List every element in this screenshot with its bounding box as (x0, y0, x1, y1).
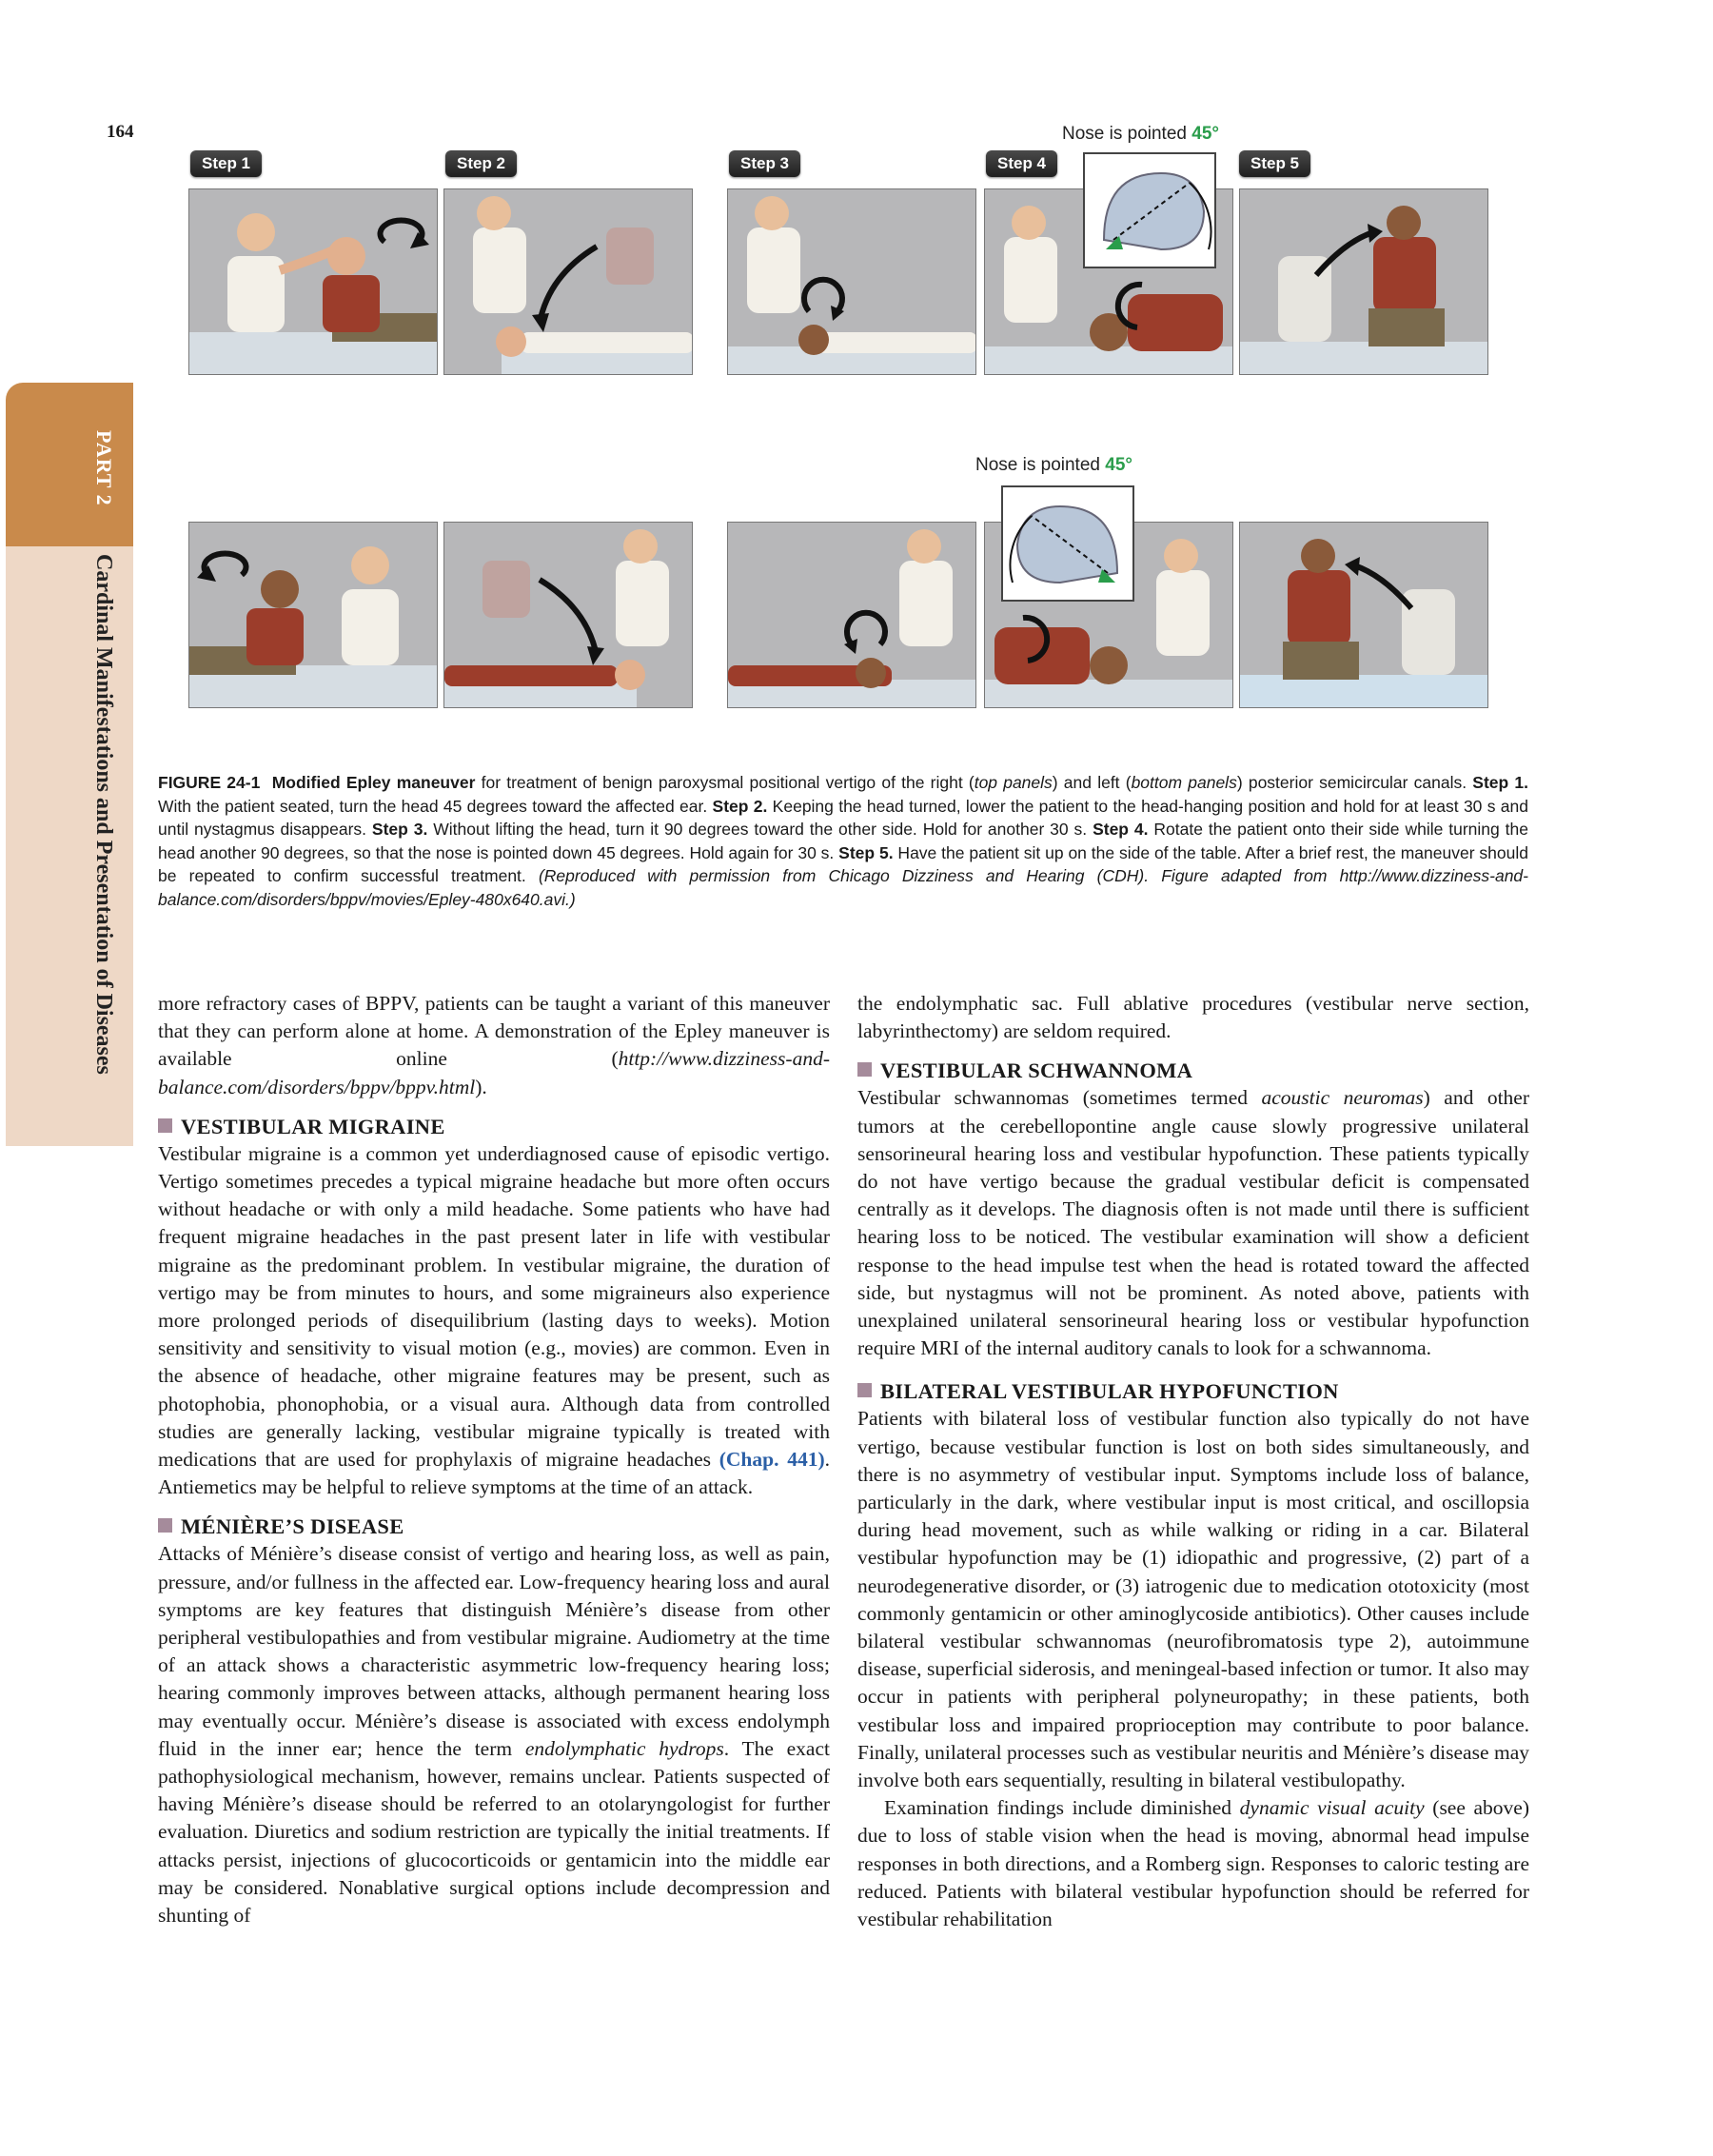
heading-menieres-disease (158, 1513, 830, 1540)
url-link[interactable]: http://www.dizziness-and-balance.com/disorders/bppv/bppv.html (158, 1047, 830, 1098)
heading-bullet (857, 1062, 872, 1077)
panel-bottom-step-1 (188, 522, 438, 708)
caption-text: top panels (974, 773, 1053, 792)
panel-top-step-5 (1239, 188, 1488, 375)
nose-angle-inset-top (1083, 152, 1216, 268)
text: more refractory cases of BPPV, patients can be taught a variant of this maneuver that they can perform alone at home. A demonstration of the Epley maneuver is available online ( (158, 992, 830, 1071)
head-angle-diagram (1003, 487, 1134, 602)
text: ). (475, 1075, 487, 1098)
heading-bullet (158, 1518, 172, 1533)
nose-label-text: Nose is pointed (975, 455, 1106, 475)
heading-text: BILATERAL VESTIBULAR HYPOFUNCTION (880, 1379, 1339, 1404)
figure-title: Modified Epley maneuver (271, 773, 476, 792)
caption-text: ) and left ( (1052, 773, 1132, 792)
text: . Antiemetics may be helpful to relieve symptoms at the time of an attack. (158, 1448, 830, 1499)
term: acoustic neuromas (1261, 1086, 1424, 1110)
paragraph (158, 990, 830, 1101)
caption-text: for treatment of benign paroxysmal positional vertigo of the right ( (475, 773, 975, 792)
paragraph (857, 1794, 1529, 1933)
caption-step-label: Step 5. (838, 842, 894, 862)
panel-bottom-step-3 (727, 522, 976, 708)
panel-top-step-1 (188, 188, 438, 375)
nose-angle-inset-bottom (1001, 485, 1134, 602)
paragraph (158, 1540, 830, 1929)
left-column (158, 990, 830, 1929)
figure-label: FIGURE 24-1 (158, 773, 261, 792)
caption-text: Without lifting the head, turn it 90 degrees toward the other side. Hold for another 30 s. (427, 820, 1093, 839)
step-label-5: Step 5 (1239, 150, 1310, 177)
heading-bilateral-vestibular-hypofunction (857, 1377, 1529, 1405)
paragraph (158, 1140, 830, 1502)
caption-step-label: Step 2. (712, 796, 768, 816)
heading-vestibular-migraine (158, 1113, 830, 1140)
section-title: Cardinal Manifestations and Presentation of Diseases (91, 554, 116, 1075)
seated-patient-illustration (189, 189, 438, 375)
heading-text: MÉNIÈRE’S DISEASE (181, 1514, 404, 1539)
heading-bullet (857, 1383, 872, 1397)
text: (see above) due to loss of stable vision when the head is moving, abnormal head impulse responses in both directions, and a Romberg sign. Responses to caloric testing are reduced. Patients with bilateral vestibular hypofunction should be referred for vestibular rehabilitation (857, 1796, 1530, 1931)
head-turn-illustration (728, 189, 976, 375)
panel-bottom-step-2 (443, 522, 693, 708)
head-hanging-illustration (444, 189, 693, 375)
panel-top-step-3 (727, 188, 976, 375)
sit-up-illustration (1240, 523, 1488, 708)
step-label-3: Step 3 (729, 150, 800, 177)
nose-label-top (1062, 124, 1219, 145)
paragraph: the endolymphatic sac. Full ablative procedures (vestibular nerve section, labyrinthectomy) are seldom required. (857, 992, 1529, 1043)
heading-bullet (158, 1118, 172, 1133)
text: . The exact pathophysiological mechanism, however, remains unclear. Patients suspected of having Ménière’s disease should be referred to an otolaryngologist for further evaluation. Diuretics and sodium restriction are typically the initial treatments. If attacks persist, injections of glucocorticoids or gentamicin into the middle ear may be considered. Nonablative surgical options include decompression and shunting of (158, 1736, 830, 1928)
paragraph (857, 1084, 1529, 1362)
heading-vestibular-schwannoma (857, 1057, 1529, 1084)
panel-bottom-step-5 (1239, 522, 1488, 708)
heading-text: VESTIBULAR MIGRAINE (181, 1114, 445, 1138)
term: endolymphatic hydrops (524, 1736, 724, 1760)
caption-text: Have the patient sit up on the side of the table. After a brief rest, the maneuver should be repeated to confirm successful treatment. (158, 842, 1528, 885)
text: ) and other tumors at the cerebellopontine angle cause slowly progressive unilateral sensorineural hearing loss and vestibular hypofunction. These patients typically do not have vertigo because the gradual vestibular deficit is compensated centrally as it develops. The diagnosis often is not made until there is sufficient hearing loss to be noticed. The vestibular examination will show a deficient response to the head impulse test when the head is rotated toward the affected side, but nystagmus will not be prominent. As noted above, patients with unexplained unilateral sensorineural hearing loss or vestibular hypofunction require MRI of the internal auditory canals to look for a schwannoma. (857, 1086, 1529, 1360)
step-label-2: Step 2 (445, 150, 517, 177)
caption-text: bottom panels (1131, 773, 1237, 792)
head-hanging-illustration (444, 523, 693, 708)
head-turn-illustration (728, 523, 976, 708)
nose-label-degrees: 45° (1191, 124, 1219, 144)
heading-text: VESTIBULAR SCHWANNOMA (880, 1058, 1193, 1083)
text: Attacks of Ménière’s disease consist of vertigo and hearing loss, as well as pain, pressure, and/or fullness in the affected ear. Low-frequency hearing loss and aural symptoms are key features that distinguish Ménière’s disease from other peripheral vestibulopathies and from vestibular migraine. Audiometry at the time of an attack shows a characteristic asymmetric low-frequency hearing loss; hearing commonly improves between attacks, although permanent hearing loss may eventually occur. Ménière’s disease is associated with excess endolymph fluid in the inner ear; hence the term (158, 1542, 830, 1760)
caption-text: With the patient seated, turn the head 45 degrees toward the affected ear. (158, 796, 713, 816)
text: Examination findings include diminished (884, 1796, 1240, 1820)
seated-patient-illustration (189, 523, 438, 708)
caption-text: ) posterior semicircular canals. (1236, 773, 1473, 792)
panel-top-step-2 (443, 188, 693, 375)
term: dynamic visual acuity (1239, 1796, 1425, 1820)
caption-source: (Reproduced with permission from Chicago Dizziness and Hearing (CDH). Figure adapted from http://www.dizziness-and-balance.com/disorders/bppv/movies/Epley-480x640.avi.) (158, 866, 1528, 909)
step-label-1: Step 1 (190, 150, 262, 177)
sit-up-illustration (1240, 189, 1488, 375)
nose-label-bottom (975, 455, 1132, 476)
step-label-4: Step 4 (986, 150, 1057, 177)
figure-caption (158, 771, 1528, 911)
text: Vestibular schwannomas (sometimes termed (857, 1086, 1262, 1110)
part-label: PART 2 (92, 430, 116, 506)
caption-step-label: Step 4. (1093, 820, 1149, 839)
head-angle-diagram (1085, 154, 1216, 268)
right-column (857, 990, 1529, 1933)
caption-step-label: Step 3. (371, 820, 428, 839)
caption-text: Rotate the patient onto their side while turning the head another 90 degrees, so that the nose is pointed down 45 degrees. Hold again for 30 s. (158, 820, 1528, 862)
nose-label-degrees: 45° (1105, 455, 1132, 475)
page-number: 164 (107, 122, 134, 142)
caption-step-label: Step 1. (1472, 773, 1529, 792)
text: Vestibular migraine is a common yet underdiagnosed cause of episodic vertigo. Vertigo sometimes precedes a typical migraine headache but more often occurs without headache or with only a mild headache. Some patients who have had frequent migraine headaches in the past present later in life with vestibular migraine as the predominant problem. In vestibular migraine, the duration of vertigo may be from minutes to hours, and some migraineurs also experience more prolonged periods of disequilibrium (lasting days to weeks). Motion sensitivity and sensitivity to visual motion (e.g., movies) are common. Even in the absence of headache, other migraine features may be present, such as photophobia, phonophobia, or a visual aura. Although data from controlled studies are generally lacking, vestibular migraine typically is treated with medications that are used for prophylaxis of migraine headaches (158, 1141, 830, 1472)
nose-label-text: Nose is pointed (1062, 124, 1192, 144)
paragraph: Patients with bilateral loss of vestibular function also typically do not have vertigo, because vestibular function is lost on both sides simultaneously, and there is no asymmetry of vestibular input. Symptoms include loss of balance, particularly in the dark, where vestibular input is most critical, and oscillopsia during head movement, such as while walking or riding in a car. Bilateral vestibular hypofunction may be (1) idiopathic and progressive, (2) part of a neurodegenerative disorder, or (3) iatrogenic due to medication ototoxicity (most commonly gentamicin or other aminoglycoside antibiotics). Other causes include bilateral vestibular schwannomas (neurofibromatosis type 2), autoimmune disease, superficial siderosis, and meningeal-based infection or tumor. It also may occur in patients with peripheral polyneuropathy; in these patients, both vestibular loss and impaired proprioception may contribute to poor balance. Finally, unilateral processes such as vestibular neuritis and Ménière’s disease may involve both ears sequentially, resulting in bilateral vestibulopathy. (857, 1407, 1529, 1792)
caption-text: Keeping the head turned, lower the patient to the head-hanging position and hold for at least 30 s and until nystagmus disappears. (158, 796, 1528, 839)
chapter-reference-link[interactable]: (Chap. 441) (719, 1448, 825, 1472)
